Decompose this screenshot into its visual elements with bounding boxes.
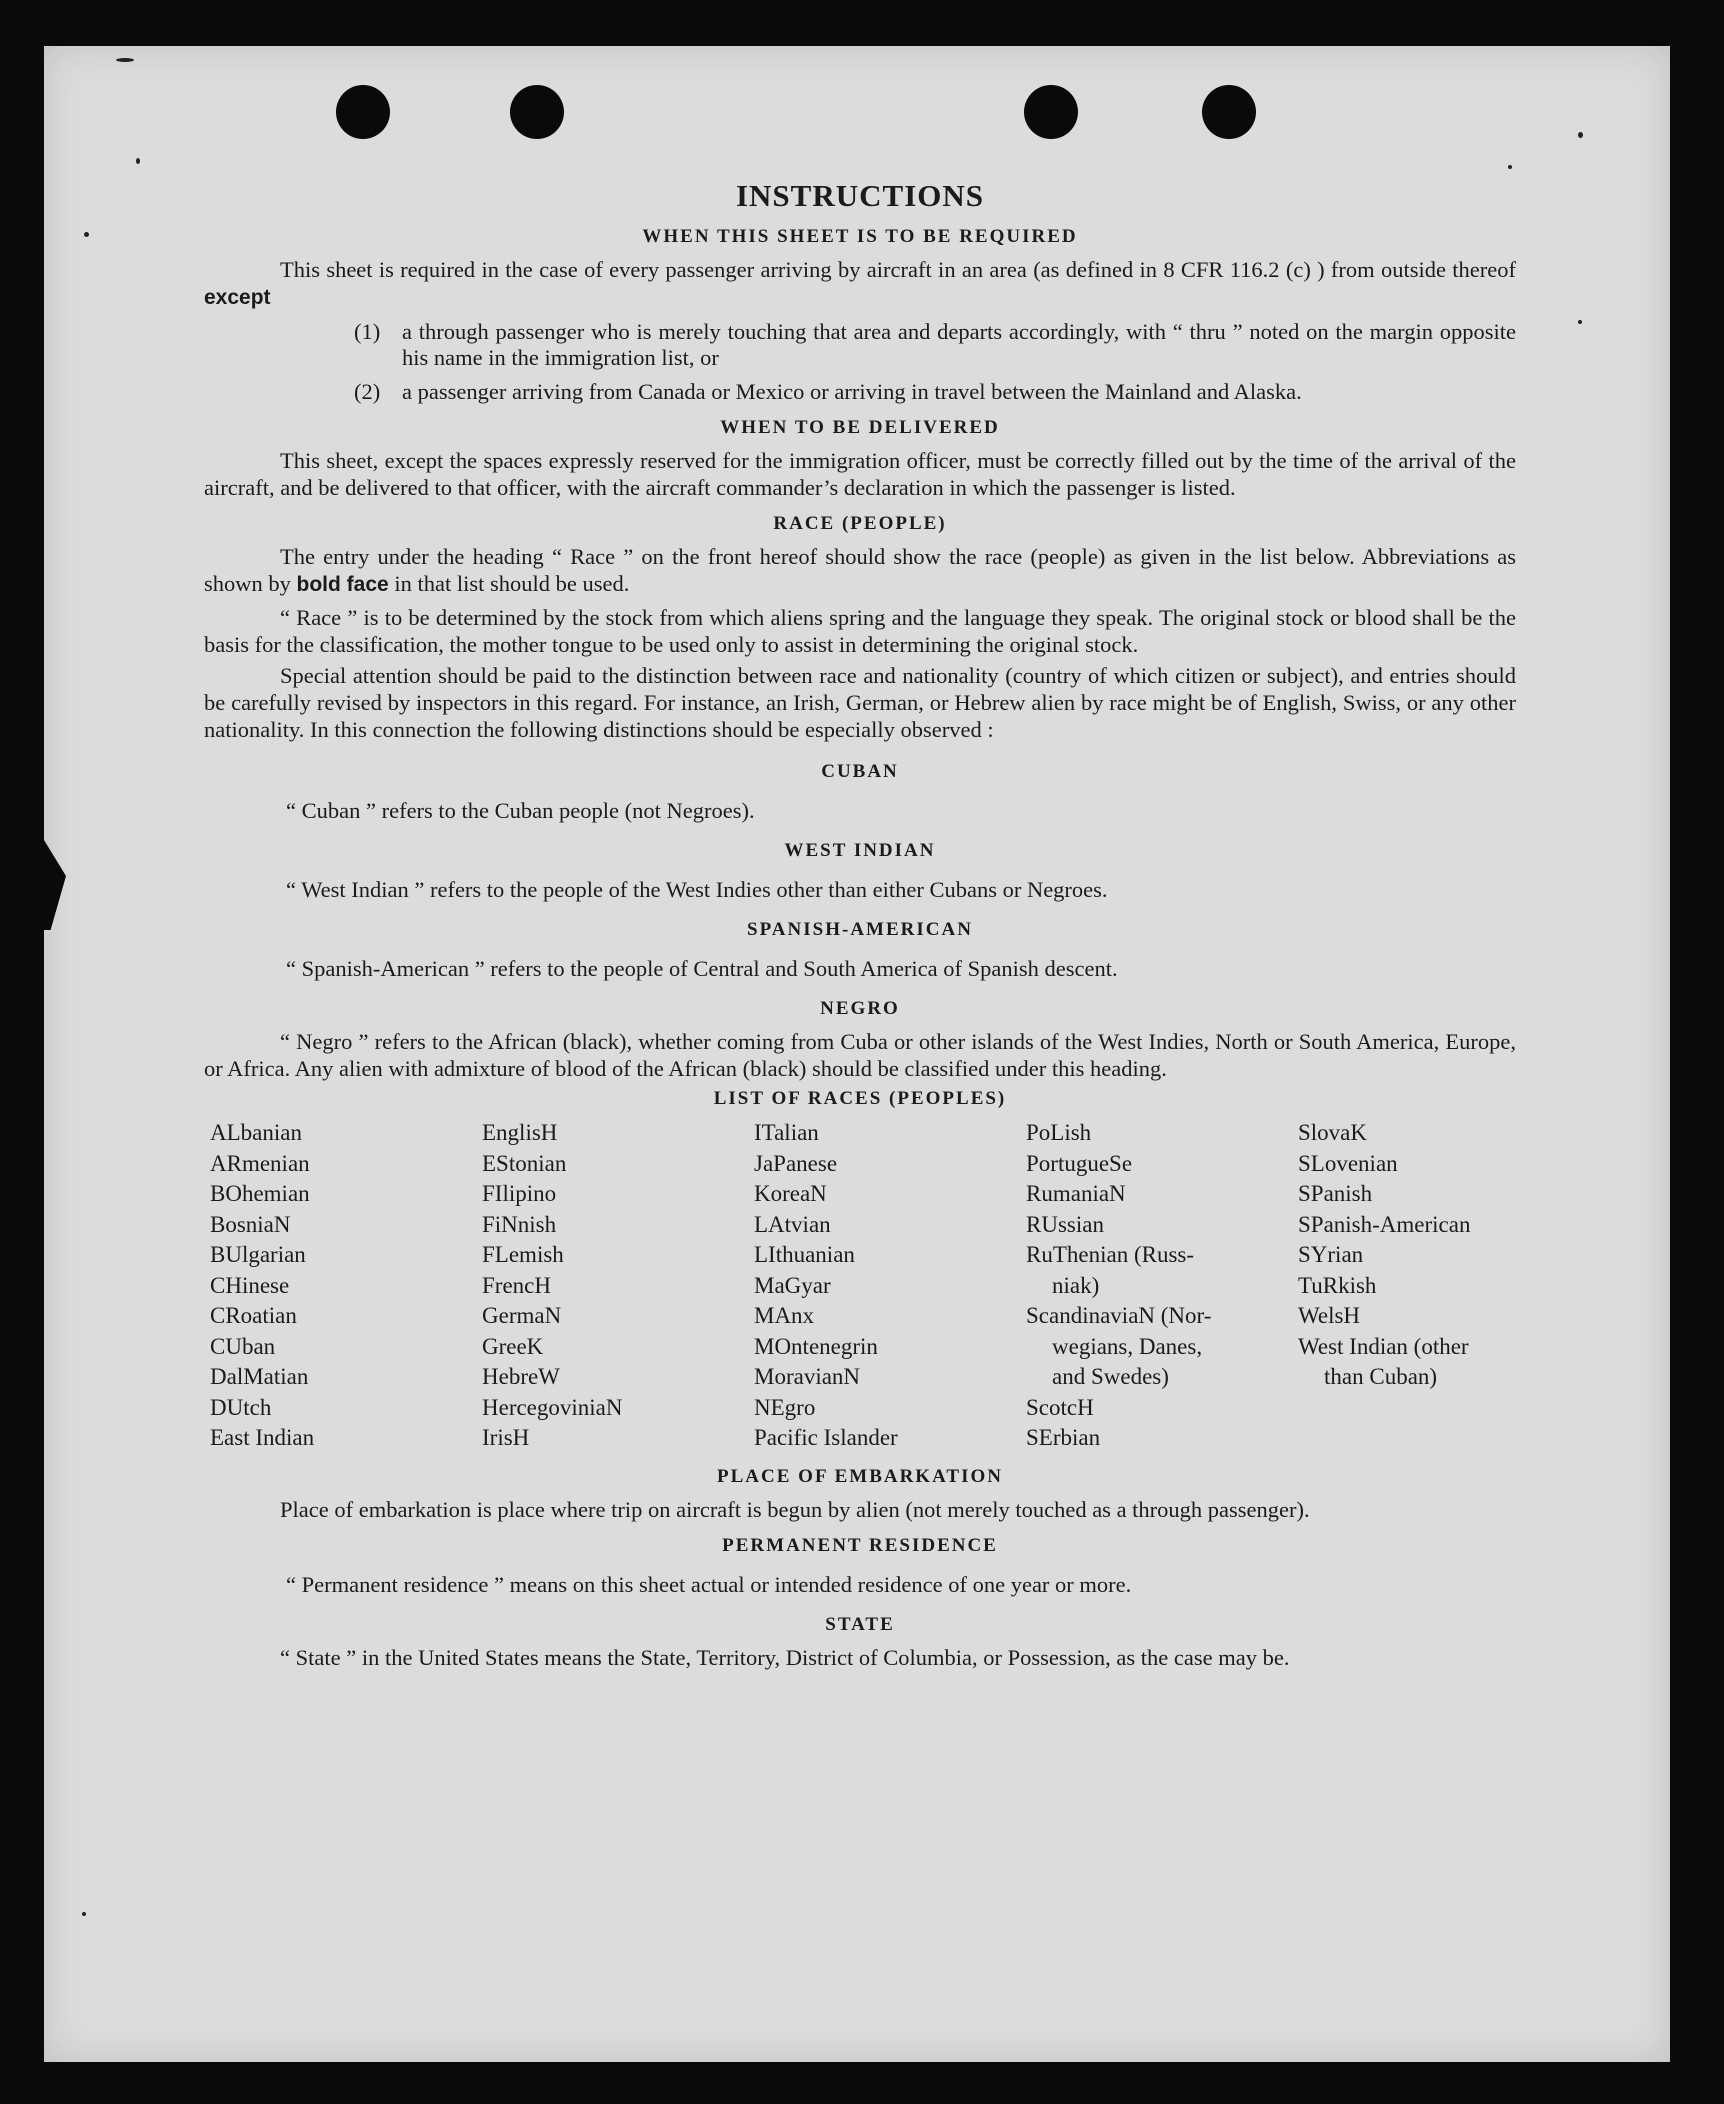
heading-state: STATE (825, 1613, 895, 1635)
race-entry: IrisH (482, 1425, 530, 1450)
race-paragraph-2: “ Race ” is to be determined by the stock from which aliens spring and the language they speak. The original stock or blood shall be the basis for the classification, the mother tongue to be used only to assist in determining the original stock. (204, 605, 1516, 657)
race-entry: CUban (210, 1333, 276, 1359)
race-entry: CHinese (210, 1272, 290, 1298)
race-entry: FrencH (482, 1272, 551, 1298)
race-entry: CRoatian (210, 1303, 297, 1328)
instructions-content (204, 178, 1516, 1671)
exception-item-2: (2) a passenger arriving from Canada or Mexico or arriving in travel between the Mainland and Alaska. (354, 379, 1302, 404)
race-entry: GreeK (482, 1333, 544, 1359)
race-paragraph-1: The entry under the heading “ Race ” on the front hereof should show the race (people) as given in the list below. Abbreviations as shown by bold face in that list should be used. (204, 544, 1516, 596)
race-entry: SErbian (1026, 1425, 1101, 1450)
race-entry: ARmenian (210, 1150, 310, 1176)
race-entry: DUtch (210, 1394, 272, 1420)
race-entry: EnglisH (482, 1120, 558, 1145)
race-entry: ScandinaviaN (Nor- (1026, 1303, 1212, 1328)
scan-speck (136, 158, 140, 164)
page-title: INSTRUCTIONS (735, 178, 984, 213)
race-entry: RuThenian (Russ- (1026, 1242, 1195, 1267)
cuban-text: “ Cuban ” refers to the Cuban people (not Negroes). (286, 798, 755, 823)
spanish-american-text: “ Spanish-American ” refers to the people of Central and South America of Spanish descent. (286, 956, 1118, 981)
heading-west-indian: WEST INDIAN (784, 840, 936, 861)
race-entry: TuRkish (1298, 1272, 1377, 1298)
punch-hole (1202, 85, 1256, 139)
state-text: “ State ” in the United States means the State, Territory, District of Columbia, or Possession, as the case may be. (280, 1644, 1290, 1670)
race-entry: BosniaN (210, 1211, 291, 1237)
race-entry: WelsH (1298, 1303, 1361, 1328)
place-of-embarkation-text: Place of embarkation is place where trip on aircraft is begun by alien (not merely touched as a through passenger). (280, 1496, 1310, 1522)
race-entry: HercegoviniaN (482, 1394, 623, 1420)
punch-hole (1024, 85, 1078, 139)
race-entry: NEgro (754, 1394, 816, 1420)
race-entry: KoreaN (754, 1181, 827, 1206)
race-entry: LIthuanian (754, 1242, 855, 1267)
races-column-1 (210, 1118, 482, 1454)
race-entry: than Cuban) (1324, 1364, 1438, 1389)
permanent-residence-text: “ Permanent residence ” means on this sheet actual or intended residence of one year or more. (286, 1571, 1132, 1597)
race-entry: BOhemian (210, 1181, 310, 1206)
race-entry: West Indian (other (1298, 1333, 1469, 1359)
race-entry: niak) (1052, 1272, 1100, 1298)
race-entry: wegians, Danes, (1052, 1333, 1203, 1359)
heading-race: RACE (PEOPLE) (773, 513, 947, 534)
scan-speck (1578, 320, 1582, 324)
scan-speck (116, 58, 134, 62)
races-column-2 (482, 1118, 754, 1454)
punch-hole (510, 85, 564, 139)
race-entry: ITalian (754, 1120, 819, 1145)
heading-negro: NEGRO (820, 998, 900, 1019)
heading-cuban: CUBAN (821, 761, 899, 782)
race-entry: DalMatian (210, 1364, 309, 1389)
races-column-4 (1026, 1118, 1298, 1454)
heading-when-required: WHEN THIS SHEET IS TO BE REQUIRED (642, 226, 1078, 247)
race-entry: and Swedes) (1052, 1364, 1169, 1389)
race-entry: PortugueSe (1026, 1150, 1133, 1176)
race-entry: HebreW (482, 1364, 560, 1389)
scan-speck (1508, 165, 1512, 169)
when-required-intro: This sheet is required in the case of every passenger arriving by aircraft in an area (as defined in 8 CFR 116.2 (c) ) from outside thereof except (204, 257, 1516, 309)
race-entry: BUlgarian (210, 1242, 306, 1267)
race-entry: SYrian (1298, 1242, 1364, 1267)
race-entry: MOntenegrin (754, 1333, 878, 1359)
race-entry: Pacific Islander (754, 1425, 898, 1450)
heading-list-of-races: LIST OF RACES (PEOPLES) (713, 1088, 1007, 1109)
race-entry: ScotcH (1026, 1394, 1094, 1420)
negro-text: “ Negro ” refers to the African (black), whether coming from Cuba or other islands of the West Indies, North or South America, Europe, or Africa. Any alien with admixture of blood of the African (black) should be classified under this heading. (204, 1029, 1516, 1081)
heading-permanent-residence: PERMANENT RESIDENCE (722, 1534, 998, 1556)
heading-spanish-american: SPANISH-AMERICAN (747, 919, 973, 940)
race-entry: GermaN (482, 1303, 562, 1328)
heading-when-delivered: WHEN TO BE DELIVERED (720, 417, 1000, 438)
races-column-3 (754, 1118, 1026, 1454)
punch-hole (336, 85, 390, 139)
race-entry: SLovenian (1298, 1150, 1398, 1176)
race-entry: ALbanian (210, 1120, 302, 1145)
races-column-5 (1298, 1118, 1522, 1454)
race-entry: RumaniaN (1026, 1181, 1126, 1206)
race-entry: LAtvian (754, 1211, 831, 1237)
scan-speck (1578, 132, 1583, 138)
races-list (210, 1118, 1516, 1454)
race-entry: SPanish-American (1298, 1211, 1471, 1237)
heading-place-of-embarkation: PLACE OF EMBARKATION (717, 1465, 1003, 1487)
race-entry: SPanish (1298, 1181, 1373, 1206)
race-entry: JaPanese (754, 1150, 838, 1176)
scan-speck (82, 1912, 86, 1916)
race-paragraph-3: Special attention should be paid to the distinction between race and nationality (country of which citizen or subject), and entries should be carefully revised by inspectors in this regard. For instance, an Irish, German, or Hebrew alien by race might be of English, Swiss, or any other nationality. In this connection the following distinctions should be especially observed : (204, 663, 1516, 742)
race-entry: RUssian (1026, 1211, 1104, 1237)
exception-item-1: (1) a through passenger who is merely touching that area and departs accordingly, with “ thru ” noted on the margin opposite his name in the immigration list, or (354, 319, 1516, 370)
race-entry: FiNnish (482, 1211, 557, 1237)
race-entry: PoLish (1026, 1120, 1092, 1145)
race-entry: MAnx (754, 1303, 815, 1328)
race-entry: MaGyar (754, 1272, 831, 1298)
race-entry: EStonian (482, 1150, 567, 1176)
scan-speck (84, 232, 89, 237)
race-entry: FLemish (482, 1242, 564, 1267)
when-delivered-text: This sheet, except the spaces expressly reserved for the immigration officer, must be correctly filled out by the time of the arrival of the aircraft, and be delivered to that officer, with the aircraft commander’s declaration in which the passenger is listed. (204, 448, 1516, 500)
race-entry: MoravianN (754, 1364, 861, 1389)
race-entry: SlovaK (1298, 1120, 1367, 1145)
west-indian-text: “ West Indian ” refers to the people of the West Indies other than either Cubans or Negroes. (286, 877, 1108, 902)
race-entry: East Indian (210, 1425, 315, 1450)
race-entry: FIlipino (482, 1181, 557, 1206)
